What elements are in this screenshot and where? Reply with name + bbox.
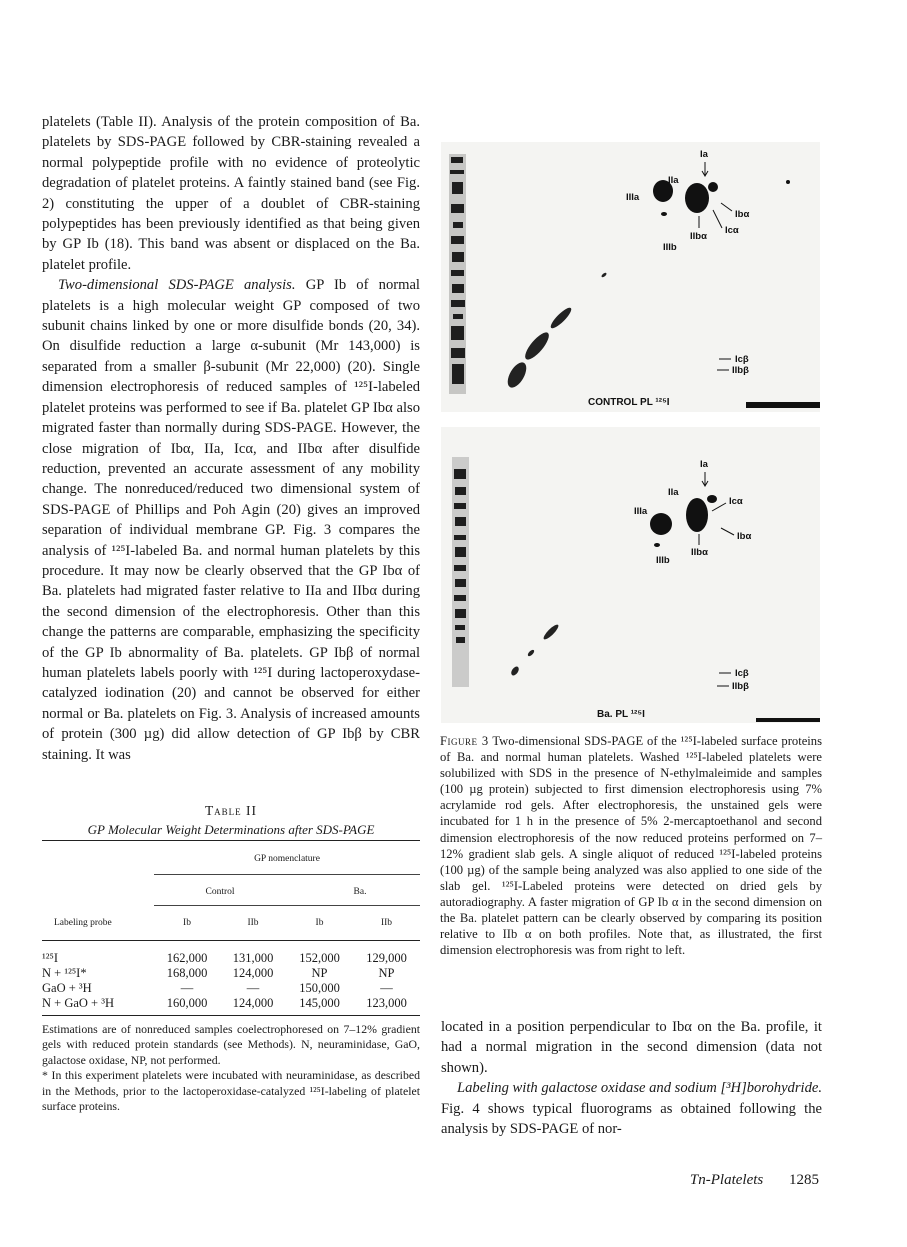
sub-header: Ib bbox=[183, 917, 191, 928]
autoradiograph-ba bbox=[441, 427, 820, 723]
figure-caption bbox=[440, 733, 822, 958]
probe-cell: ¹²⁵I bbox=[42, 950, 59, 965]
value-cell: — bbox=[246, 980, 260, 995]
figure-caption-text: Two-dimensional SDS-PAGE of the ¹²⁵I-labeled surface proteins of Ba. and normal human platelets. Washed ¹²⁵I-labeled platelets were solubilized with SDS in the presence of N-ethylmaleimide and samples (100 µg protein) subjected to first dimension electrophoresis using 7% acrylamide rod gels. After electrophoresis, the unstained gels were incubated for 1 h in the presence of 5% 2-mercaptoethanol and second dimension electrophoresis of the now reduced proteins performed on 7–12% gradient slab gels. A single aliquot of reduced ¹²⁵I-labeled proteins (100 µg) of the sample being analyzed was also applied to one side of the slab gel. ¹²⁵I-Labeled proteins were detected on dried gels by autoradiography. A faster migration of GP Ib α in the second dimension on the Ba. platelet pattern can be clearly observed by comparing its position relative to IIb α on both profiles. Note that, as illustrated, the first dimension electrophoresis was from right to left. bbox=[440, 734, 822, 958]
label-IIIb: IIIb bbox=[656, 555, 670, 566]
value-cell: 145,000 bbox=[299, 995, 340, 1010]
label-Ia: Ia bbox=[700, 459, 708, 470]
sub-header: IIb bbox=[247, 917, 259, 928]
labeling-header: Labeling probe bbox=[54, 917, 112, 928]
value-cell: 160,000 bbox=[166, 995, 208, 1010]
panel-label-control: CONTROL PL ¹²⁵I bbox=[588, 397, 670, 408]
value-cell: 162,000 bbox=[166, 950, 208, 965]
control-header: Control bbox=[154, 875, 286, 906]
section-heading-2: Labeling with galactose oxidase and sodium [³H]borohydride. bbox=[457, 1080, 823, 1097]
value-cell: NP bbox=[311, 965, 328, 980]
label-Ica: Icα bbox=[725, 225, 739, 236]
gel-panel-ba bbox=[441, 427, 820, 723]
paragraph-1: platelets (Table II). Analysis of the protein composition of Ba. platelets by SDS-PAGE followed by CBR-staining revealed a normal polypeptide profile with no evidence of proteolytic degradation of platelet proteins. A faintly stained band (see Fig. 2) constituting the upper of a doublet of CBR-staining polypeptides has been previously identified as that being given by GP Ib (18). This band was absent or displaced on the Ba. platelet profile. bbox=[42, 114, 420, 273]
value-cell: 124,000 bbox=[232, 965, 274, 980]
label-Ia: Ia bbox=[700, 149, 708, 160]
value-cell: — bbox=[380, 980, 393, 995]
value-cell: 129,000 bbox=[366, 950, 407, 965]
gp-table bbox=[42, 840, 420, 1016]
probe-cell: GaO + ³H bbox=[42, 980, 92, 995]
left-column bbox=[42, 112, 420, 765]
label-IIIa: IIIa bbox=[626, 192, 640, 203]
page-footer bbox=[690, 1172, 819, 1189]
label-Iba: Ibα bbox=[735, 209, 750, 220]
table-row bbox=[42, 996, 420, 1016]
table-title-block bbox=[42, 803, 420, 838]
label-IIa: IIa bbox=[668, 175, 679, 186]
value-cell: — bbox=[180, 980, 194, 995]
label-Iba: Ibα bbox=[737, 531, 752, 542]
value-cell: 131,000 bbox=[232, 950, 274, 965]
group-header: GP nomenclature bbox=[154, 841, 420, 875]
section-heading: Two-dimensional SDS-PAGE analysis. bbox=[58, 277, 296, 294]
figure-caption-label: Figure 3 bbox=[440, 734, 489, 748]
panel-label-ba: Ba. PL ¹²⁵I bbox=[597, 709, 645, 720]
label-IIba: IIbα bbox=[691, 547, 708, 558]
sub-header: IIb bbox=[380, 917, 393, 928]
table-footnotes bbox=[42, 1022, 420, 1114]
value-cell: 124,000 bbox=[232, 995, 274, 1010]
label-Ica: Icα bbox=[729, 496, 743, 507]
table-title: GP Molecular Weight Determinations after SDS-PAGE bbox=[87, 822, 375, 837]
probe-cell: N + ¹²⁵I* bbox=[42, 965, 87, 980]
sub-header: Ib bbox=[315, 917, 324, 928]
right-paragraph-2 bbox=[441, 1078, 822, 1139]
label-IIIa: IIIa bbox=[634, 506, 648, 517]
autoradiograph-control bbox=[441, 142, 820, 412]
value-cell: 150,000 bbox=[299, 980, 340, 995]
paragraph-2 bbox=[42, 275, 420, 765]
right-paragraph-1: located in a position perpendicular to Ibα on the Ba. profile, it had a normal migration in the second dimension (data not shown). bbox=[441, 1019, 822, 1076]
label-IIa: IIa bbox=[668, 487, 679, 498]
label-IIba: IIbα bbox=[690, 231, 707, 242]
label-IIbb: IIbβ bbox=[732, 681, 749, 692]
value-cell: NP bbox=[378, 965, 395, 980]
page-number: 1285 bbox=[789, 1172, 819, 1188]
gel-panel-control bbox=[441, 142, 820, 412]
ba-header: Ba. bbox=[286, 875, 420, 906]
label-IIIb: IIIb bbox=[663, 242, 677, 253]
running-head: Tn-Platelets bbox=[689, 1172, 764, 1188]
section-text: GP Ib of normal platelets is a high molecular weight GP composed of two subunit chains linked by one or more disulfide bonds (20, 34). On disulfide reduction a large α-subunit (Mr 143,000) is separated from a smaller β-subunit (Mr 22,000) (20). Single dimension electrophoresis of reduced samples of ¹²⁵I-labeled platelet proteins was performed to see if Ba. platelet GP Ibα also migrated faster than normally during SDS-PAGE. However, the close migration of Ibα, IIa, Icα, and IIbα after disulfide reduction, prevented an accurate assessment of any mobility change. The nonreduced/reduced two dimensional system of SDS-PAGE of Phillips and Poh Agin (20) gives an improved separation of individual membrane GP. Fig. 3 compares the analysis of ¹²⁵I-labeled Ba. and normal human platelets by this procedure. It may now be clearly observed that the GP Ibα of Ba. platelets had migrated faster relative to IIa and IIbα during the second dimension of the electrophoresis. Other than this change the patterns are comparable, emphasizing the specificity of the GP Ib abnormality of Ba. platelets. GP Ibβ of normal human platelets labels poorly with ¹²⁵I during lactoperoxydase-catalyzed iodination (20) and cannot be observed for either normal or Ba. platelets on Fig. 3. Analysis of increased amounts of protein (300 µg) did allow detection of GP Ibβ by CBR staining. It was bbox=[42, 277, 420, 763]
value-cell: 152,000 bbox=[299, 950, 340, 965]
table-label: Table II bbox=[204, 803, 258, 818]
footnote: Estimations are of nonreduced samples coelectrophoresed on 7–12% gradient gels with reduced protein standards (see Methods). N, neuraminidase, GaO, galactose oxidase, NP, not performed. bbox=[42, 1022, 420, 1067]
value-cell: 168,000 bbox=[166, 965, 208, 980]
section-text-2: Fig. 4 shows typical fluorograms as obtained following the analysis by SDS-PAGE of nor- bbox=[441, 1100, 822, 1138]
value-cell: 123,000 bbox=[366, 995, 407, 1010]
right-column bbox=[441, 1017, 822, 1139]
probe-cell: N + GaO + ³H bbox=[42, 995, 115, 1010]
table-row bbox=[42, 966, 420, 981]
table-row bbox=[42, 981, 420, 996]
table-row bbox=[42, 940, 420, 966]
footnote: * In this experiment platelets were incubated with neuraminidase, as described in the Methods, prior to the lactoperoxidase-catalyzed ¹²⁵I-labeling of platelet surface proteins. bbox=[42, 1068, 420, 1114]
label-Icb: Icβ bbox=[735, 354, 749, 365]
label-IIbb: IIbβ bbox=[732, 365, 749, 376]
label-Icb: Icβ bbox=[735, 668, 749, 679]
